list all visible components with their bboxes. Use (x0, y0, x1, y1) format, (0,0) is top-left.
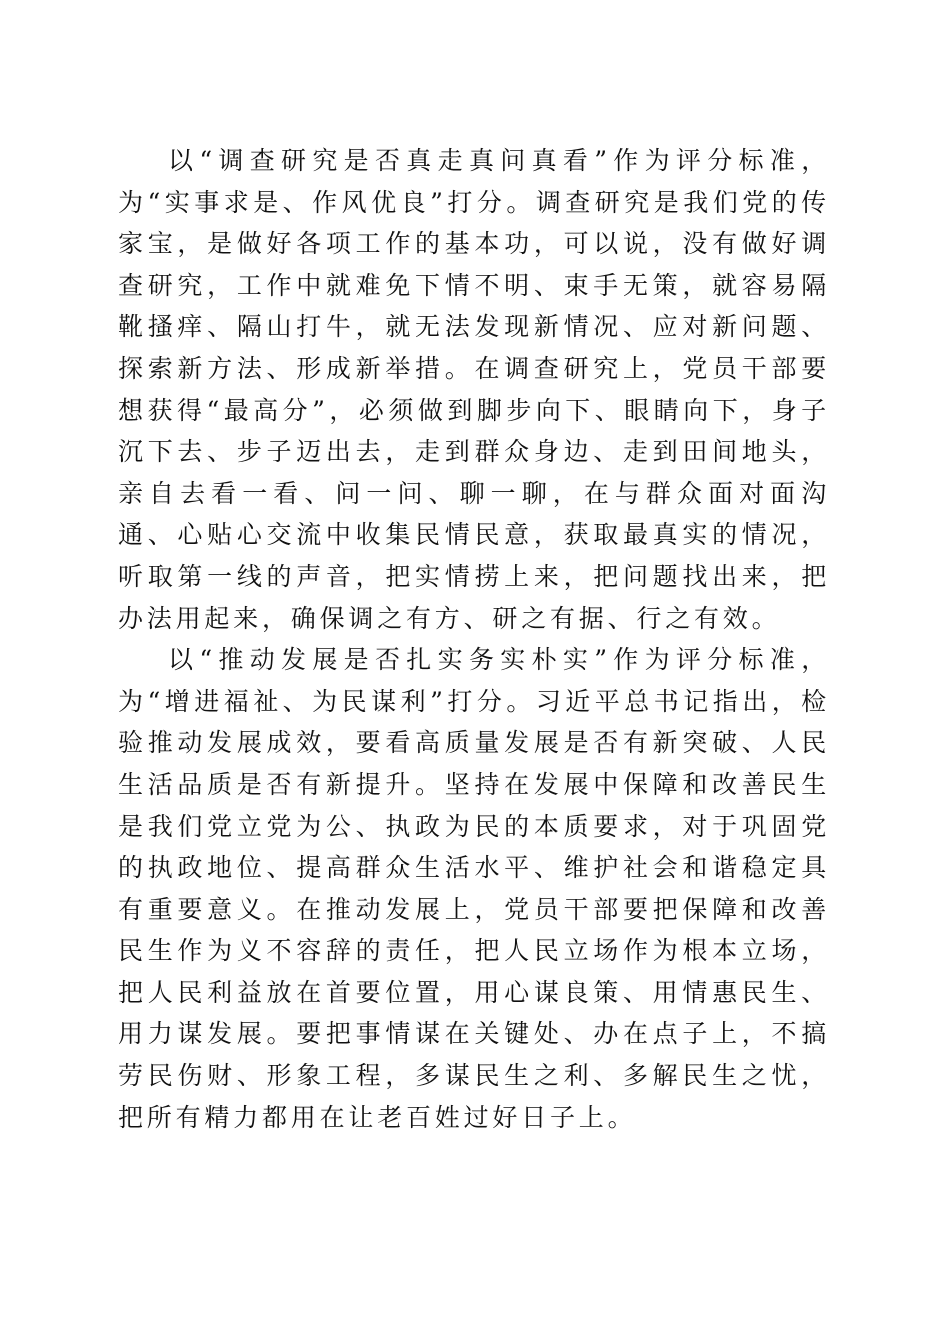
paragraph-research: 以“调查研究是否真走真问真看”作为评分标准，为“实事求是、作风优良”打分。调查研究是我们党的传家宝，是做好各项工作的基本功，可以说，没有做好调查研究，工作中就难免下情不明、束手无策，就容易隔靴搔痒、隔山打牛，就无法发现新情况、应对新问题、探索新方法、形成新举措。在调查研究上，党员干部要想获得“最高分”，必须做到脚步向下、眼睛向下，身子沉下去、步子迈出去，走到群众身边、走到田间地头，亲自去看一看、问一问、聊一聊，在与群众面对面沟通、心贴心交流中收集民情民意，获取最真实的情况，听取第一线的声音，把实情捞上来，把问题找出来，把办法用起来，确保调之有方、研之有据、行之有效。 (118, 146, 830, 633)
paragraph-development: 以“推动发展是否扎实务实朴实”作为评分标准，为“增进福祉、为民谋利”打分。习近平总书记指出，检验推动发展成效，要看高质量发展是否有新突破、人民生活品质是否有新提升。坚持在发展中保障和改善民生是我们党立党为公、执政为民的本质要求，对于巩固党的执政地位、提高群众生活水平、维护社会和谐稳定具有重要意义。在推动发展上，党员干部要把保障和改善民生作为义不容辞的责任，把人民立场作为根本立场，把人民利益放在首要位置，用心谋良策、用情惠民生、用力谋发展。要把事情谋在关键处、办在点子上，不搞劳民伤财、形象工程，多谋民生之利、多解民生之忧，把所有精力都用在让老百姓过好日子上。 (118, 645, 830, 1132)
document-body (118, 140, 830, 1138)
